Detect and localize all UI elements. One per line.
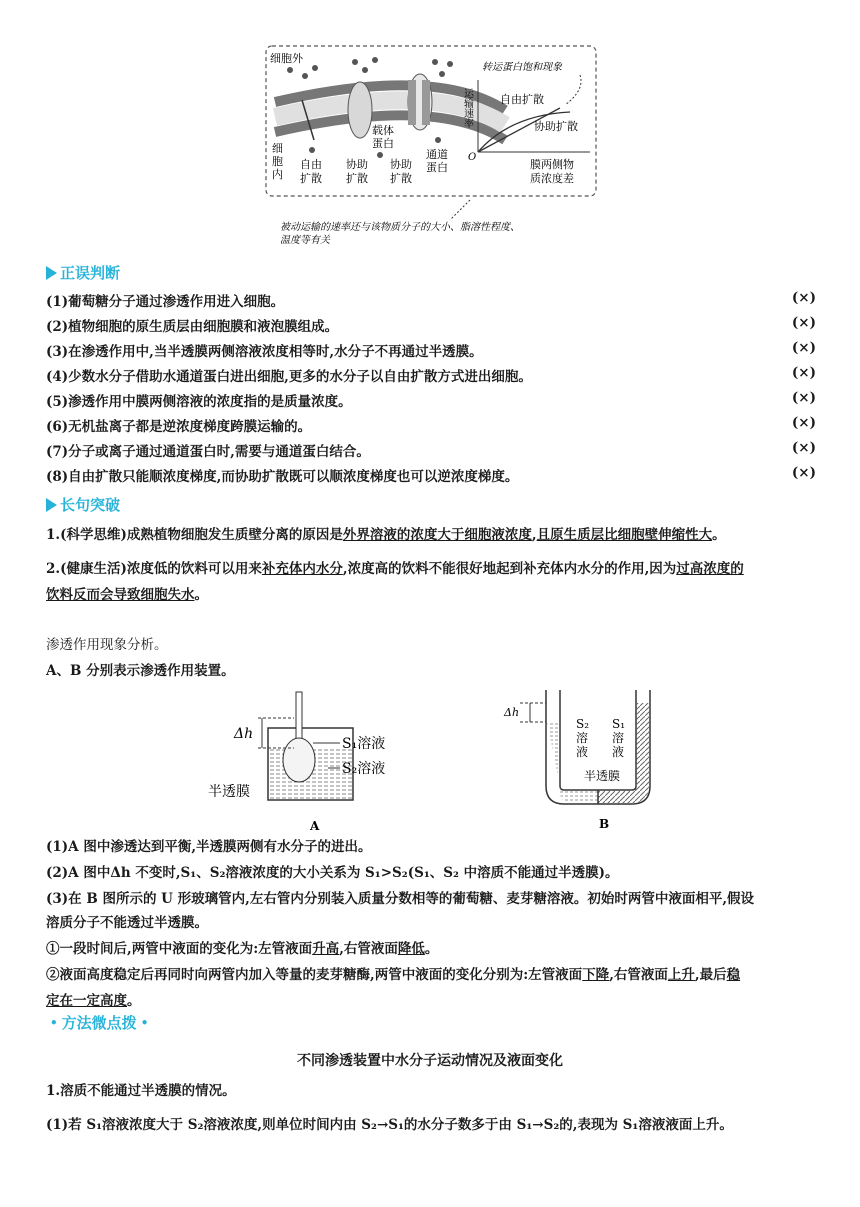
s1-b-3: 液 <box>612 745 625 759</box>
tf-item <box>46 290 816 310</box>
facilitated-1a: 协助 <box>346 158 368 171</box>
tf-item <box>46 440 816 460</box>
osmosis-p2: (2)A 图中Δh 不变时,S₁、S₂溶液浓度的大小关系为 S₁>S₂(S₁、S₂ 中溶质不能通过半透膜)。 <box>46 865 619 881</box>
c2-end: 。 <box>127 993 141 1009</box>
graph-x-label-2: 质浓度差 <box>530 172 574 185</box>
section-heading-long <box>46 494 120 515</box>
tf-text: (3)在渗透作用中,当半透膜两侧溶液浓度相等时,水分子不再通过半透膜。 <box>46 344 483 360</box>
s1-b-2: 溶 <box>612 731 625 745</box>
saturation-note: 转运蛋白饱和现象 <box>482 62 562 73</box>
tf-item <box>46 365 816 385</box>
curve-facilitated: 协助扩散 <box>534 120 578 133</box>
bullet-icon: • <box>140 1015 149 1030</box>
c2-answer-c2: 定在一定高度 <box>46 993 127 1009</box>
bullet-icon: • <box>50 1015 58 1030</box>
dh-label-a: Δh <box>234 726 254 742</box>
long-answer-1 <box>46 522 816 548</box>
c2-answer-b: 上升 <box>667 967 695 983</box>
tf-answer: (×) <box>791 415 816 431</box>
method-heading <box>46 1012 152 1033</box>
osmosis-intro2: A、B 分别表示渗透作用装置。 <box>46 663 235 679</box>
c2-answer-a: 下降 <box>582 967 610 983</box>
tf-answer: (×) <box>791 290 816 306</box>
method-title: 方法微点拨 <box>61 1014 137 1032</box>
caption-b: B <box>599 817 610 831</box>
tf-text: (6)无机盐离子都是逆浓度梯度跨膜运输的。 <box>46 419 312 435</box>
s2-b-1: S₂ <box>576 717 590 731</box>
method-subtitle: 不同渗透装置中水分子运动情况及液面变化 <box>297 1053 563 1069</box>
tf-answer: (×) <box>791 365 816 381</box>
long-answer-2 <box>46 556 816 608</box>
c1-prefix: ①一段时间后,两管中液面的变化为:左管液面 <box>46 941 313 957</box>
tf-text: (8)自由扩散只能顺浓度梯度,而协助扩散既可以顺浓度梯度也可以逆浓度梯度。 <box>46 469 519 485</box>
tf-item <box>46 340 816 360</box>
q1-prefix: 1.(科学思维)成熟植物细胞发生质壁分离的原因是 <box>46 527 343 543</box>
outside-label: 细胞外 <box>270 52 303 65</box>
method-h1-1: (1)若 S₁溶液浓度大于 S₂溶液浓度,则单位时间内由 S₂→S₁的水分子数多于由 S₁→S₂的,表现为 S₁溶液液面上升。 <box>46 1117 733 1133</box>
s2-b-3: 液 <box>576 745 589 759</box>
section-title: 正误判断 <box>60 264 121 282</box>
tf-answer: (×) <box>791 390 816 406</box>
osmosis-p1: (1)A 图中渗透达到平衡,半透膜两侧有水分子的进出。 <box>46 839 372 855</box>
membrane-transport-figure <box>260 40 620 250</box>
tf-item <box>46 415 816 435</box>
c2-mid: ,右管液面 <box>609 967 668 983</box>
curve-free: 自由扩散 <box>500 93 544 106</box>
channel-label-1: 通道 <box>426 148 448 161</box>
c1-answer-b: 降低 <box>397 941 425 957</box>
graph-origin: O <box>468 152 477 163</box>
inside-char-3: 内 <box>272 168 283 181</box>
free-diffusion-1: 自由 <box>300 158 322 171</box>
osmosis-intro: 渗透作用现象分析。 <box>46 637 168 653</box>
q2-answer-a: 补充体内水分 <box>261 561 343 577</box>
c2-prefix: ②液面高度稳定后再同时向两管内加入等量的麦芽糖酶,两管中液面的变化分别为:左管液面 <box>46 967 583 983</box>
tf-item <box>46 315 816 335</box>
facilitated-2b: 扩散 <box>390 172 412 185</box>
q2-answer-b2: 饮料反而会导致细胞失水 <box>46 587 195 603</box>
q2-prefix: 2.(健康生活)浓度低的饮料可以用来 <box>46 561 262 577</box>
caption-a: A <box>310 819 320 833</box>
bottom-note-2: 温度等有关 <box>280 235 330 246</box>
triangle-icon <box>46 266 57 280</box>
tf-text: (2)植物细胞的原生质层由细胞膜和液泡膜组成。 <box>46 319 339 335</box>
membrane-label-b: 半透膜 <box>584 769 621 783</box>
c2-answer-c1: 稳 <box>726 967 741 983</box>
osmosis-device-a <box>208 688 408 838</box>
s1-label-a: S₁溶液 <box>342 736 386 752</box>
q2-mid: ,浓度高的饮料不能很好地起到补充体内水分的作用,因为 <box>342 561 677 577</box>
tf-item <box>46 390 816 410</box>
s2-b-2: 溶 <box>576 731 589 745</box>
tf-text: (7)分子或离子通过通道蛋白时,需要与通道蛋白结合。 <box>46 444 370 460</box>
section-title: 长句突破 <box>60 496 121 514</box>
facilitated-1b: 扩散 <box>346 172 368 185</box>
q2-end: 。 <box>194 587 208 603</box>
tf-answer: (×) <box>791 440 816 456</box>
c2-mid2: ,最后 <box>694 967 727 983</box>
graph-x-label-1: 膜两侧物 <box>530 158 574 171</box>
tf-answer: (×) <box>791 315 816 331</box>
dh-label-b: Δh <box>504 706 520 719</box>
section-heading-tf <box>46 262 120 283</box>
carrier-label-1: 载体 <box>372 124 394 137</box>
tf-answer: (×) <box>791 465 816 481</box>
q1-comma: , <box>531 527 537 543</box>
q1-end: 。 <box>712 527 726 543</box>
facilitated-2a: 协助 <box>390 158 412 171</box>
tf-text: (5)渗透作用中膜两侧溶液的浓度指的是质量浓度。 <box>46 394 352 410</box>
osmosis-device-b <box>500 686 670 836</box>
osmosis-c2 <box>46 962 816 1014</box>
osmosis-c1 <box>46 936 816 962</box>
free-diffusion-2: 扩散 <box>300 172 322 185</box>
c1-end: 。 <box>424 941 439 957</box>
s2-label-a: S₂溶液 <box>342 761 386 777</box>
s1-b-1: S₁ <box>612 717 626 731</box>
osmosis-p3a: (3)在 B 图所示的 U 形玻璃管内,左右管内分别装入质量分数相等的葡萄糖、麦芽糖溶液。初始时两管中液面相平,假设 <box>46 891 755 907</box>
graph-y-label: 运输速率 <box>461 88 473 128</box>
method-h1: 1.溶质不能通过半透膜的情况。 <box>46 1083 236 1099</box>
triangle-icon <box>46 498 57 512</box>
carrier-label-2: 蛋白 <box>372 137 394 150</box>
membrane-label-a: 半透膜 <box>208 784 250 800</box>
q1-answer-a: 外界溶液的浓度大于细胞液浓度 <box>342 527 532 543</box>
c1-mid: ,右管液面 <box>339 941 398 957</box>
tf-text: (1)葡萄糖分子通过渗透作用进入细胞。 <box>46 294 285 310</box>
tf-item <box>46 465 816 485</box>
tf-answer: (×) <box>791 340 816 356</box>
inside-char-2: 胞 <box>272 155 283 168</box>
bottom-note-1: 被动运输的速率还与该物质分子的大小、脂溶性程度、 <box>280 222 520 233</box>
tf-text: (4)少数水分子借助水通道蛋白进出细胞,更多的水分子以自由扩散方式进出细胞。 <box>46 369 532 385</box>
c1-answer-a: 升高 <box>312 941 340 957</box>
osmosis-p3b: 溶质分子不能透过半透膜。 <box>46 915 208 931</box>
channel-label-2: 蛋白 <box>426 161 448 174</box>
inside-char-1: 细 <box>272 142 283 155</box>
q2-answer-b1: 过高浓度的 <box>676 561 744 577</box>
q1-answer-b: 且原生质层比细胞壁伸缩性大 <box>536 527 713 543</box>
